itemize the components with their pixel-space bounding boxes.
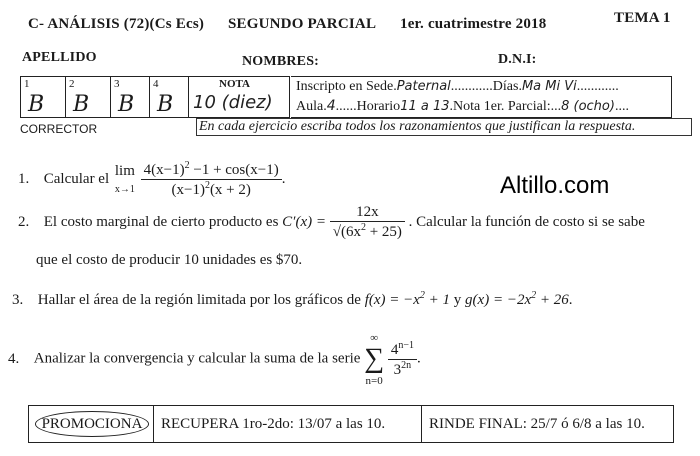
corrector-label: CORRECTOR — [20, 122, 98, 136]
exercise-1: 1. Calcular el lim x→1 $\frac{4(x-1)^2 -1 + \cos(x-1)}{(x-1)^2(x + 2)}$ . — [18, 160, 286, 198]
inscripto-line: Inscripto en Sede.Paternal............Días.Ma Mi Vi............ — [296, 79, 619, 94]
term-label: 1er. cuatrimestre 2018 — [400, 16, 547, 32]
aula-line: Aula.4......Horario11 a 13.Nota 1er. Parcial:...8 (ocho).... — [296, 98, 629, 114]
promociona-label: PROMOCIONA — [33, 406, 151, 442]
recupera-label: RECUPERA 1ro-2do: 13/07 a las 10. — [161, 416, 386, 432]
result-box — [28, 405, 674, 443]
instruction-text: En cada ejercicio escriba todos los razonamientos que justifican la respuesta. — [196, 118, 692, 136]
tema-label: TEMA 1 — [614, 10, 671, 26]
exercise-2-continued: que el costo de producir 10 unidades es $70. — [36, 252, 303, 268]
course-title: C- ANÁLISIS (72)(Cs Ecs) — [28, 16, 205, 32]
sum-symbol: ∞ ∑ n=0 — [364, 332, 385, 387]
grade-cell-3: 3 B — [111, 77, 150, 118]
nota-value: 10 (diez) — [193, 92, 273, 113]
grade-cell-4: 4 B — [150, 77, 189, 118]
exam-title: SEGUNDO PARCIAL — [228, 16, 377, 32]
watermark: Altillo.com — [500, 172, 610, 199]
grade-cell-2: 2 B — [66, 77, 111, 118]
info-box — [291, 76, 672, 118]
grades-table — [20, 76, 290, 118]
rinde-final-label: RINDE FINAL: 25/7 ó 6/8 a las 10. — [429, 416, 645, 432]
apellido-label: APELLIDO — [22, 50, 97, 65]
nombres-label: NOMBRES: — [242, 54, 320, 69]
limit-symbol: lim x→1 — [114, 162, 135, 195]
nota-cell — [189, 77, 290, 118]
nota-label: NOTA — [219, 78, 250, 90]
grade-cell-1: 1 B — [21, 77, 66, 118]
dni-label: D.N.I: — [498, 52, 537, 67]
exercise-3: 3. Hallar el área de la región limitada por los gráficos de $f(x) = -x^2 + 1$ y $g(x) = -2x^2 + 26$. — [12, 290, 573, 308]
exercise-2: 2. El costo marginal de cierto producto es C′(x) = $\frac{12x}{√(6x^2 + 25)}$ . Calcular la función de costo si se sabe — [18, 204, 645, 240]
exercise-4: 4. Analizar la convergencia y calcular la suma de la serie ∞ ∑ n=0 $\frac{4^{n-1}}{3^{2n}}$ . — [8, 332, 421, 387]
